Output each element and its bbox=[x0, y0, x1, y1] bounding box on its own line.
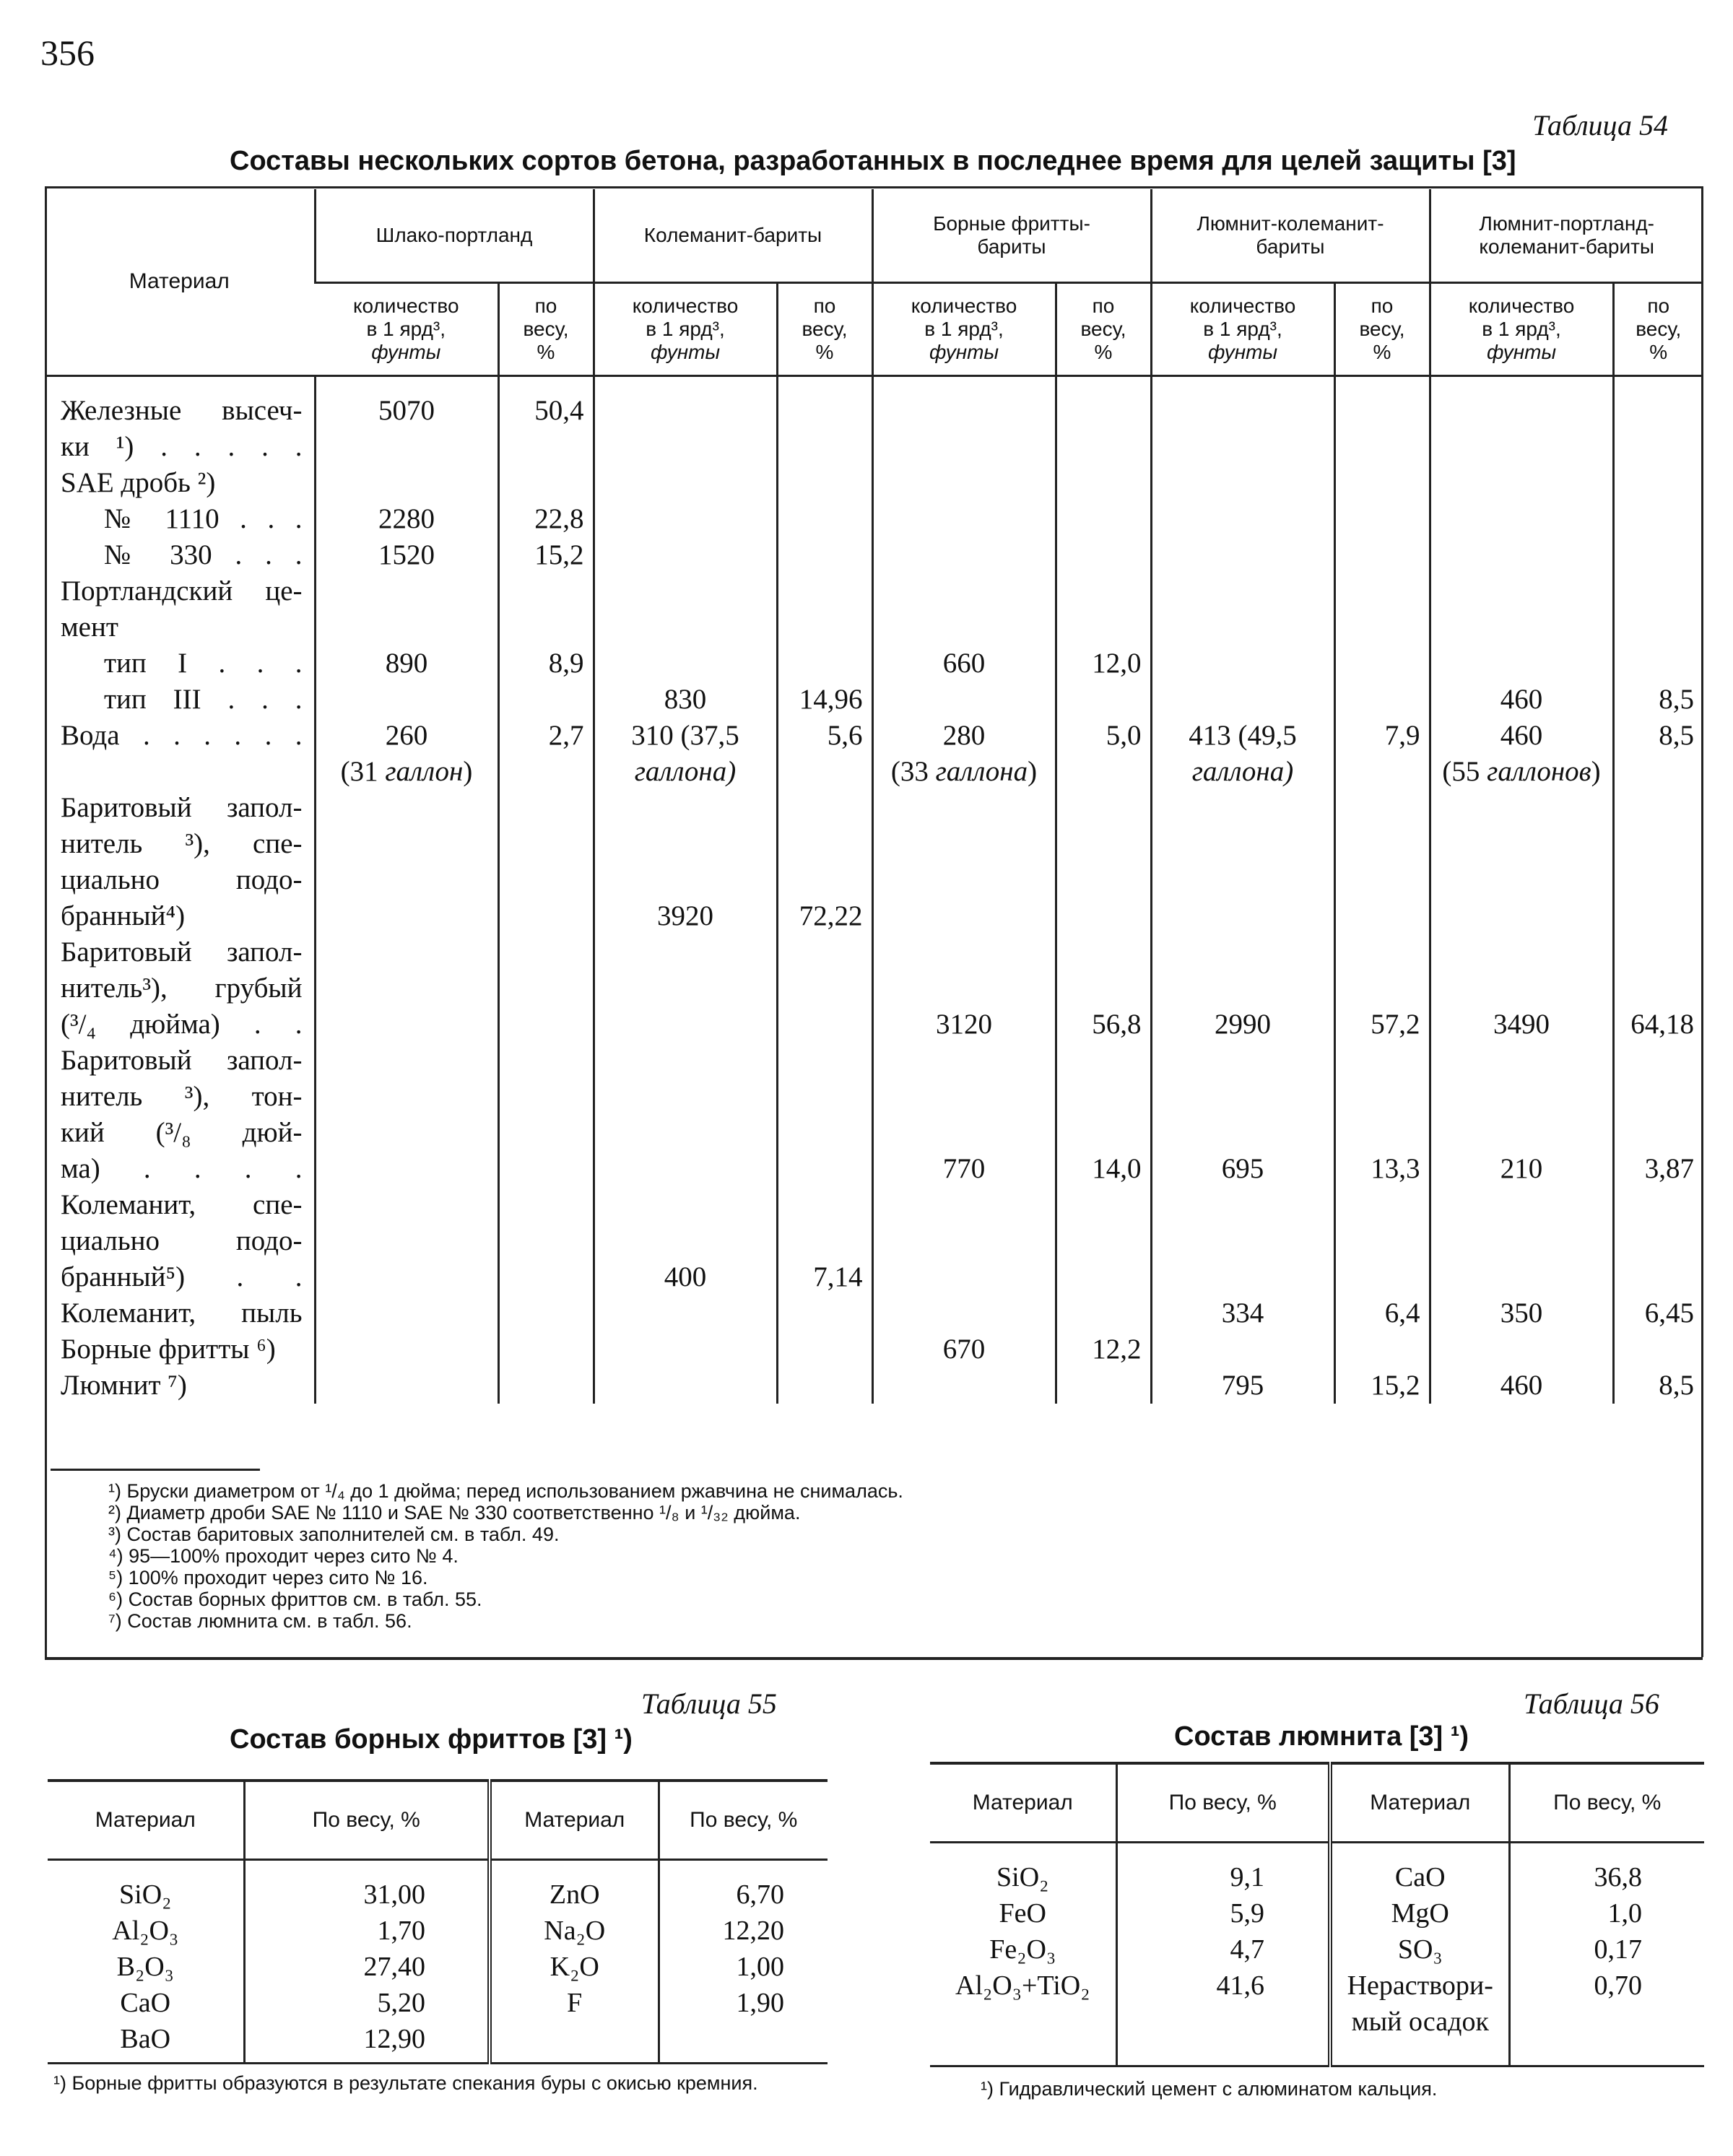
material-line: Люмнит ⁷) bbox=[61, 1370, 187, 1401]
value-cell: 890 bbox=[385, 648, 428, 679]
value-cell: 13,3 bbox=[1371, 1153, 1420, 1184]
value-cell: 400 bbox=[664, 1261, 707, 1292]
table-56-number: Таблица 56 bbox=[1524, 1687, 1659, 1720]
material-line: тип I . . . bbox=[104, 648, 303, 679]
weight-header: По весу, % bbox=[1509, 1763, 1704, 1843]
material-line: мент bbox=[61, 612, 118, 643]
material-line: Колеманит, спе- bbox=[61, 1189, 303, 1220]
value-cell: 795 bbox=[1221, 1370, 1264, 1401]
list-item: 12,90 bbox=[363, 2024, 425, 2054]
list-item: 5,9 bbox=[1230, 1898, 1264, 1929]
material-line: бранный⁵) . . bbox=[61, 1261, 303, 1292]
footnote-line: ¹) Бруски диаметром от ¹/₄ до 1 дюйма; перед использованием ржавчина не снималась. bbox=[108, 1480, 903, 1502]
material-header: Материал bbox=[48, 1781, 244, 1860]
table-54-right-rule bbox=[1701, 186, 1703, 1657]
value-cell: 770 bbox=[942, 1153, 986, 1184]
value-column bbox=[1613, 376, 1703, 1404]
group-header: Люмнит-портланд-колеманит-бариты bbox=[1430, 189, 1703, 283]
value-cell: 460 bbox=[1500, 720, 1543, 751]
value-cell: 8,5 bbox=[1659, 684, 1694, 715]
list-item: B₂O₃ bbox=[116, 1952, 174, 1982]
value-cell: 413 (49,5 bbox=[1189, 720, 1297, 751]
value-cell: 5070 bbox=[378, 395, 435, 426]
table-54-bottom-rule bbox=[45, 1657, 1703, 1660]
material-line: Баритовый запол- bbox=[61, 1045, 303, 1076]
footnote-line: ⁷) Состав люмнита см. в табл. 56. bbox=[108, 1610, 412, 1632]
material-line: Портландский це- bbox=[61, 575, 303, 607]
value-cell: 22,8 bbox=[534, 503, 584, 534]
material-column bbox=[45, 376, 315, 1404]
material-line: Железные высеч- bbox=[61, 395, 303, 426]
value-cell: 6,45 bbox=[1644, 1297, 1694, 1329]
list-item: 12,20 bbox=[722, 1916, 784, 1946]
material-line: ки ¹) . . . . . bbox=[61, 431, 303, 462]
value-cell: 670 bbox=[942, 1334, 986, 1365]
value-cell: 1520 bbox=[378, 539, 435, 570]
weight-header: По весу, % bbox=[659, 1781, 828, 1860]
footnote-line: ⁶) Состав борных фриттов см. в табл. 55. bbox=[108, 1588, 482, 1610]
material-line: кий (³/₈ дюй- bbox=[61, 1117, 303, 1148]
material-line: нитель ³), тон- bbox=[61, 1081, 303, 1112]
list-item: 27,40 bbox=[363, 1952, 425, 1982]
list-item: 1,90 bbox=[736, 1988, 784, 2018]
value-cell: галлона) bbox=[634, 756, 737, 787]
list-item: 6,70 bbox=[736, 1879, 784, 1910]
value-column bbox=[498, 376, 594, 1404]
value-cell: 7,9 bbox=[1384, 720, 1420, 751]
value-cell: (55 галлонов) bbox=[1442, 756, 1601, 787]
value-cell: 310 (37,5 bbox=[631, 720, 739, 751]
value-cell: 15,2 bbox=[534, 539, 584, 570]
material-header: Материал bbox=[45, 189, 315, 376]
footnote-separator bbox=[51, 1469, 260, 1471]
pct-header: по весу, % bbox=[1334, 283, 1430, 376]
list-item: Fe₂O₃ bbox=[989, 1934, 1056, 1965]
value-cell: 6,4 bbox=[1384, 1297, 1420, 1329]
list-item: BaO bbox=[120, 2024, 171, 2054]
t56-left-values bbox=[1116, 1843, 1330, 2066]
value-column bbox=[594, 376, 777, 1404]
t55-left-materials bbox=[48, 1860, 244, 2064]
material-line: бранный⁴) bbox=[61, 900, 186, 931]
value-cell: 3920 bbox=[657, 900, 713, 931]
value-cell: 280 bbox=[942, 720, 986, 751]
value-column bbox=[1430, 376, 1613, 1404]
list-item: SO₃ bbox=[1397, 1934, 1443, 1965]
material-line: ма) . . . . bbox=[61, 1153, 303, 1184]
table-54-title: Составы нескольких сортов бетона, разработанных в последнее время для целей защиты [3] bbox=[230, 146, 1516, 176]
qty-header: количество в 1 ярд³, фунты bbox=[315, 283, 498, 376]
value-cell: 2,7 bbox=[548, 720, 584, 751]
value-cell: 3120 bbox=[936, 1009, 992, 1040]
value-column bbox=[777, 376, 872, 1404]
t55-left-values bbox=[244, 1860, 490, 2064]
material-line: циально подо- bbox=[61, 864, 303, 895]
list-item: 41,6 bbox=[1216, 1970, 1264, 2001]
list-item: 5,20 bbox=[377, 1988, 425, 2018]
list-item: ZnO bbox=[549, 1879, 600, 1910]
value-cell: 8,5 bbox=[1659, 720, 1694, 751]
list-item: Na₂O bbox=[544, 1916, 606, 1946]
value-cell: 2280 bbox=[378, 503, 435, 534]
footnote-line: ³) Состав баритовых заполнителей см. в табл. 49. bbox=[108, 1523, 560, 1545]
list-item: 1,0 bbox=[1607, 1898, 1642, 1929]
value-cell: 3490 bbox=[1493, 1009, 1550, 1040]
value-cell: 5,0 bbox=[1106, 720, 1142, 751]
qty-header: количество в 1 ярд³, фунты bbox=[872, 283, 1056, 376]
table-54 bbox=[45, 189, 1703, 1404]
group-header: Люмнит-колеманит-бариты bbox=[1151, 189, 1430, 283]
material-line bbox=[45, 754, 314, 790]
material-header: Материал bbox=[1330, 1763, 1509, 1843]
list-item: SiO₂ bbox=[119, 1879, 172, 1910]
t56-left-materials bbox=[930, 1843, 1116, 2066]
value-cell: 460 bbox=[1500, 1370, 1543, 1401]
t55-right-materials bbox=[490, 1860, 659, 2064]
list-item: 1,70 bbox=[377, 1916, 425, 1946]
value-cell: 210 bbox=[1500, 1153, 1543, 1184]
table-54-footnotes bbox=[108, 1480, 903, 1632]
list-item: 4,7 bbox=[1230, 1934, 1264, 1965]
table-56-footnote: ¹) Гидравлический цемент с алюминатом кальция. bbox=[930, 2066, 1704, 2108]
material-line: SAE дробь ²) bbox=[61, 467, 216, 498]
material-line: Борные фритты ⁶) bbox=[61, 1334, 276, 1365]
material-header: Материал bbox=[490, 1781, 659, 1860]
value-cell: 350 bbox=[1500, 1297, 1543, 1329]
value-cell: 56,8 bbox=[1092, 1009, 1142, 1040]
value-cell: 64,18 bbox=[1630, 1009, 1694, 1040]
value-cell: 12,2 bbox=[1092, 1334, 1142, 1365]
value-cell: 8,9 bbox=[548, 648, 584, 679]
qty-header: количество в 1 ярд³, фунты bbox=[594, 283, 777, 376]
t56-right-values bbox=[1509, 1843, 1704, 2066]
material-line: (³/₄ дюйма) . . bbox=[61, 1009, 303, 1040]
group-header: Борные фритты-бариты bbox=[872, 189, 1151, 283]
list-item: 9,1 bbox=[1230, 1862, 1264, 1892]
weight-header: По весу, % bbox=[244, 1781, 490, 1860]
qty-header: количество в 1 ярд³, фунты bbox=[1151, 283, 1334, 376]
list-item: Al₂O₃ bbox=[112, 1916, 179, 1946]
footnote-line: ⁵) 100% проходит через сито № 16. bbox=[108, 1567, 428, 1588]
value-column bbox=[1334, 376, 1430, 1404]
list-item: FeO bbox=[999, 1898, 1046, 1929]
material-line: нитель ³), спе- bbox=[61, 828, 303, 859]
footnote-line: ⁴) 95—100% проходит через сито № 4. bbox=[108, 1545, 459, 1567]
list-item: 1,00 bbox=[736, 1952, 784, 1982]
table-54-number: Таблица 54 bbox=[1532, 109, 1668, 142]
value-cell: 3,87 bbox=[1644, 1153, 1694, 1184]
value-cell: 660 bbox=[942, 648, 986, 679]
value-column bbox=[315, 376, 498, 1404]
material-header: Материал bbox=[930, 1763, 1116, 1843]
pct-header: по весу, % bbox=[1613, 283, 1703, 376]
pct-header: по весу, % bbox=[777, 283, 872, 376]
value-cell: галлона) bbox=[1191, 756, 1294, 787]
material-line: Баритовый запол- bbox=[61, 792, 303, 823]
qty-header: количество в 1 ярд³, фунты bbox=[1430, 283, 1613, 376]
list-item: CaO bbox=[120, 1988, 171, 2018]
value-cell: (31 галлон) bbox=[340, 756, 473, 787]
table-55-title: Состав борных фриттов [3] ¹) bbox=[230, 1724, 633, 1755]
material-line: № 330 . . . bbox=[104, 539, 303, 570]
value-cell: 14,96 bbox=[799, 684, 863, 715]
table-54-top-rule bbox=[45, 186, 1703, 188]
weight-header: По весу, % bbox=[1116, 1763, 1330, 1843]
table-55-number: Таблица 55 bbox=[641, 1687, 777, 1720]
t55-right-values bbox=[659, 1860, 828, 2064]
value-cell: 50,4 bbox=[534, 395, 584, 426]
table-54-left-rule bbox=[45, 186, 47, 1657]
group-header: Колеманит-бариты bbox=[594, 189, 872, 283]
value-cell: 8,5 bbox=[1659, 1370, 1694, 1401]
value-cell: 830 bbox=[664, 684, 707, 715]
material-line: циально подо- bbox=[61, 1225, 303, 1256]
list-item: Al₂O₃+TiO₂ bbox=[955, 1970, 1090, 2001]
list-item: 36,8 bbox=[1594, 1862, 1642, 1892]
value-cell: 5,6 bbox=[827, 720, 863, 751]
value-cell: 15,2 bbox=[1371, 1370, 1420, 1401]
material-line: нитель³), грубый bbox=[61, 973, 303, 1004]
value-column bbox=[1151, 376, 1334, 1404]
list-item: MgO bbox=[1391, 1898, 1449, 1929]
list-item: Нераствори- bbox=[1347, 1970, 1493, 2001]
material-line: № 1110 . . . bbox=[104, 503, 303, 534]
page-number: 356 bbox=[40, 32, 95, 73]
value-cell: 7,14 bbox=[813, 1261, 863, 1292]
value-cell: 2990 bbox=[1215, 1009, 1271, 1040]
table-55-footnote: ¹) Борные фритты образуются в результате спекания буры с окисью кремния. bbox=[48, 2064, 828, 2104]
value-cell: 57,2 bbox=[1371, 1009, 1420, 1040]
footnote-line: ²) Диаметр дроби SAE № 1110 и SAE № 330 соответственно ¹/₈ и ¹/₃₂ дюйма. bbox=[108, 1502, 801, 1523]
material-line: Баритовый запол- bbox=[61, 936, 303, 968]
value-cell: 260 bbox=[385, 720, 428, 751]
value-cell: 334 bbox=[1221, 1297, 1264, 1329]
list-item: CaO bbox=[1394, 1862, 1446, 1892]
value-cell: 72,22 bbox=[799, 900, 863, 931]
value-cell: (33 галлона) bbox=[890, 756, 1038, 787]
value-cell: 12,0 bbox=[1092, 648, 1142, 679]
pct-header: по весу, % bbox=[498, 283, 594, 376]
pct-header: по весу, % bbox=[1056, 283, 1151, 376]
list-item: мый осадок bbox=[1351, 2007, 1489, 2037]
value-cell: 14,0 bbox=[1092, 1153, 1142, 1184]
list-item: F bbox=[567, 1988, 583, 2018]
group-header: Шлако-портланд bbox=[315, 189, 594, 283]
value-cell: 695 bbox=[1221, 1153, 1264, 1184]
value-column bbox=[1056, 376, 1151, 1404]
list-item: 31,00 bbox=[363, 1879, 425, 1910]
table-55 bbox=[48, 1779, 828, 2103]
list-item: 0,70 bbox=[1594, 1970, 1642, 2001]
list-item: SiO₂ bbox=[996, 1862, 1049, 1892]
table-56 bbox=[930, 1762, 1704, 2108]
value-column bbox=[872, 376, 1056, 1404]
material-line: Колеманит, пыль bbox=[61, 1297, 303, 1329]
list-item: K₂O bbox=[550, 1952, 599, 1982]
material-line: тип III . . . bbox=[104, 684, 303, 715]
t56-right-materials bbox=[1330, 1843, 1509, 2066]
table-56-title: Состав люмнита [3] ¹) bbox=[1174, 1721, 1469, 1752]
list-item: 0,17 bbox=[1594, 1934, 1642, 1965]
material-line: Вода . . . . . . bbox=[61, 720, 303, 751]
value-cell: 460 bbox=[1500, 684, 1543, 715]
